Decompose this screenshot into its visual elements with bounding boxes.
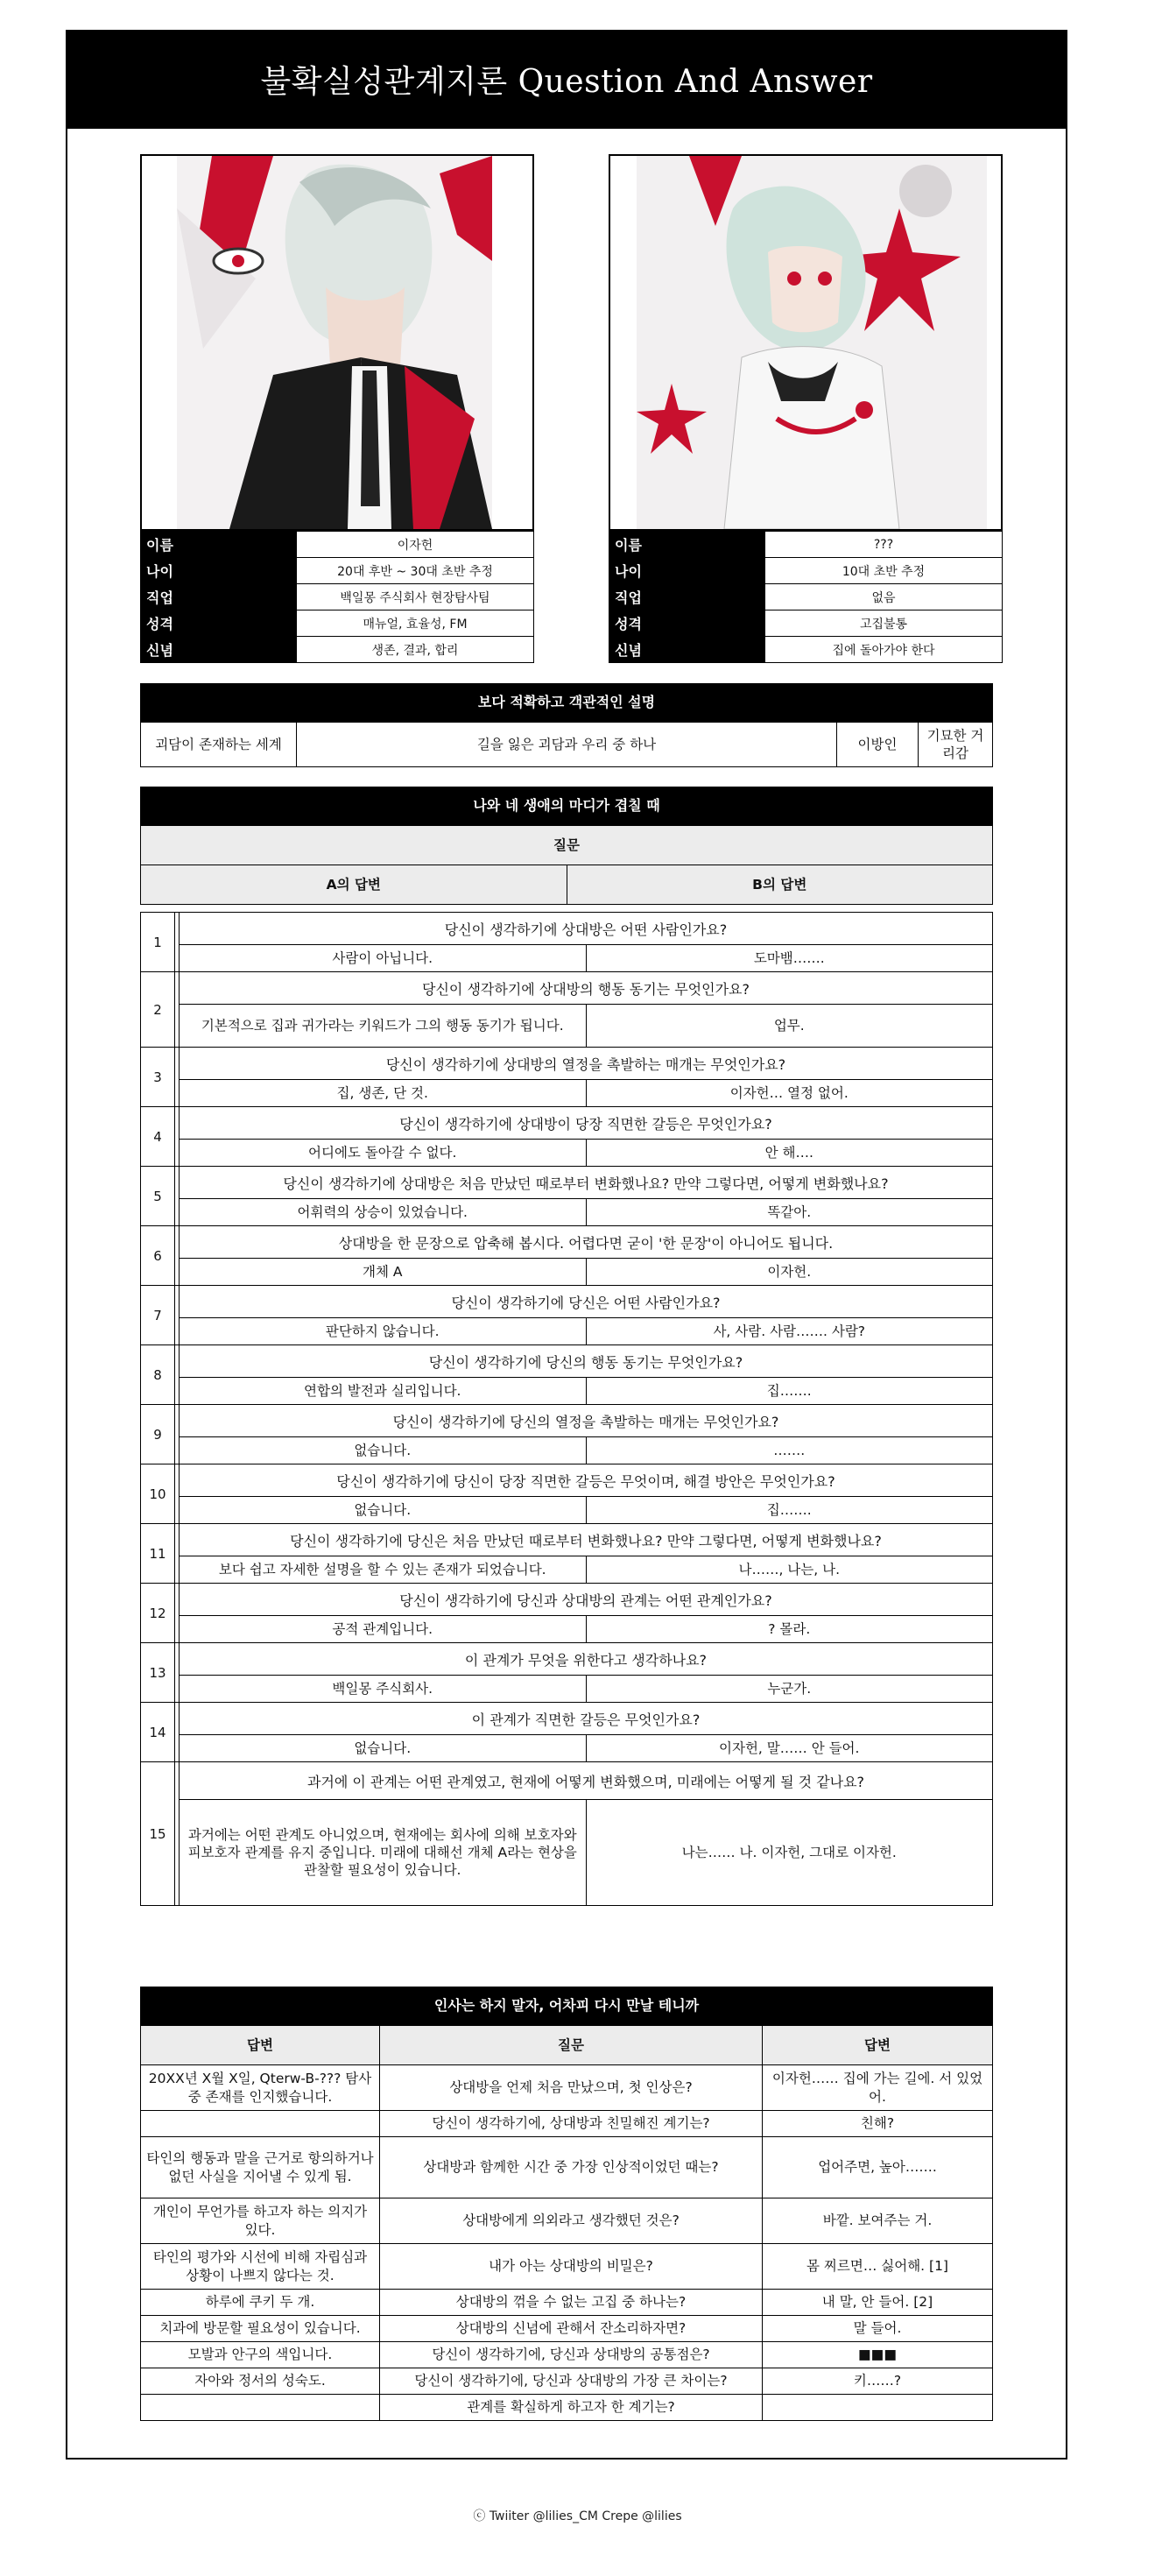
final-row bbox=[141, 2316, 993, 2342]
qa-answers bbox=[180, 1199, 992, 1225]
profile-value: 고집불통 bbox=[765, 610, 1003, 637]
profile-row bbox=[609, 558, 1003, 584]
qa-body bbox=[179, 1584, 992, 1642]
portrait-b bbox=[609, 154, 1003, 531]
qa-answers bbox=[180, 1378, 992, 1404]
qa-answer-b: 업무. bbox=[773, 1017, 805, 1034]
qa-answer-a: 어디에도 돌아갈 수 없다. bbox=[180, 1140, 587, 1166]
qa-answer-a: 기본적으로 집과 귀가라는 키워드가 그의 행동 동기가 됩니다. bbox=[180, 1005, 587, 1047]
final-answer-b: 친해? bbox=[763, 2111, 993, 2137]
profile-key: 성격 bbox=[141, 610, 297, 637]
qa-list bbox=[140, 912, 993, 1906]
qa-answer-a: 없습니다. bbox=[180, 1735, 587, 1761]
description-header: 보다 적확하고 객관적인 설명 bbox=[140, 683, 993, 722]
qa-answers bbox=[180, 1800, 992, 1905]
qa-question: 과거에 이 관계는 어떤 관계였고, 현재에 어떻게 변화했으며, 미래에는 어떻게 될 것 같나요? bbox=[180, 1762, 992, 1800]
qa-item bbox=[140, 1703, 993, 1762]
character-card-b bbox=[609, 154, 1003, 663]
qa-answer-a: 연합의 발전과 실리입니다. bbox=[180, 1378, 587, 1404]
final-answer-a: 모발과 안구의 색입니다. bbox=[141, 2342, 380, 2368]
profile-key: 나이 bbox=[141, 558, 297, 584]
qa-answer-a: 어휘력의 상승이 있었습니다. bbox=[180, 1199, 587, 1225]
final-question: 상대방의 신념에 관해서 잔소리하자면? bbox=[380, 2316, 763, 2342]
qa-question: 당신이 생각하기에 상대방은 어떤 사람인가요? bbox=[180, 913, 992, 945]
qa-item bbox=[140, 913, 993, 972]
relation-cell: 이방인 bbox=[837, 723, 919, 767]
qa-body bbox=[179, 972, 992, 1047]
profile-key: 이름 bbox=[141, 532, 297, 558]
final-answer-a: 자아와 정서의 성숙도. bbox=[141, 2368, 380, 2395]
qa-number: 10 bbox=[141, 1464, 175, 1523]
qa-item bbox=[140, 1584, 993, 1643]
qa-question: 당신이 생각하기에 상대방이 당장 직면한 갈등은 무엇인가요? bbox=[180, 1107, 992, 1140]
qa-answer-b: 나……, 나는, 나. bbox=[738, 1561, 841, 1577]
qa-answer-a: 과거에는 어떤 관계도 아니었으며, 현재에는 회사에 의해 보호자와 피보호자 관계를 유지 중입니다. 미래에 대해선 개체 A라는 현상을 관찰할 필요성이 있습니다. bbox=[180, 1800, 587, 1905]
portrait-a bbox=[140, 154, 534, 531]
qa-item bbox=[140, 1524, 993, 1584]
final-answer-a: 개인이 무언가를 하고자 하는 의지가 있다. bbox=[141, 2198, 380, 2244]
profile-row bbox=[141, 532, 534, 558]
profile-key: 직업 bbox=[141, 584, 297, 610]
qa-number: 9 bbox=[141, 1405, 175, 1464]
final-question: 상대방의 꺾을 수 없는 고집 중 하나는? bbox=[380, 2290, 763, 2316]
qa-question: 이 관계가 직면한 갈등은 무엇인가요? bbox=[180, 1703, 992, 1735]
final-answer-b: 이자헌…… 집에 가는 길에. 서 있었어. bbox=[763, 2065, 993, 2111]
qa-answer-b: 사, 사람. 사람……. 사람? bbox=[713, 1323, 866, 1339]
final-question: 내가 아는 상대방의 비밀은? bbox=[380, 2244, 763, 2290]
qa-question: 당신이 생각하기에 당신이 당장 직면한 갈등은 무엇이며, 해결 방안은 무엇인가요? bbox=[180, 1464, 992, 1497]
final-answer-b: 몸 찌르면… 싫어해. [1] bbox=[763, 2244, 993, 2290]
qa-answer-a: 없습니다. bbox=[180, 1497, 587, 1523]
qa-answer-b: 집……. bbox=[766, 1501, 812, 1518]
final-col-answer-b: 답변 bbox=[763, 2026, 993, 2065]
qa-body bbox=[179, 1703, 992, 1761]
qa-answer-b: ……. bbox=[773, 1442, 806, 1458]
final-row bbox=[141, 2137, 993, 2198]
qa-question: 당신이 생각하기에 상대방은 처음 만났던 때로부터 변화했나요? 만약 그렇다면, 어떻게 변화했나요? bbox=[180, 1167, 992, 1199]
qa-answer-a: 공적 관계입니다. bbox=[180, 1616, 587, 1642]
qa-item bbox=[140, 1345, 993, 1405]
profile-key: 성격 bbox=[609, 610, 765, 637]
final-question: 관계를 확실하게 하고자 한 계기는? bbox=[380, 2395, 763, 2421]
profile-key: 나이 bbox=[609, 558, 765, 584]
qa-item bbox=[140, 1643, 993, 1703]
qa-header-table bbox=[140, 825, 993, 905]
qa-body bbox=[179, 913, 992, 971]
final-question: 당신이 생각하기에, 당신과 상대방의 가장 큰 차이는? bbox=[380, 2368, 763, 2395]
qa-answers bbox=[180, 1556, 992, 1583]
qa-answers bbox=[180, 945, 992, 971]
profile-row bbox=[141, 610, 534, 637]
qa-item bbox=[140, 1762, 993, 1906]
profile-value: 없음 bbox=[765, 584, 1003, 610]
profile-row bbox=[609, 610, 1003, 637]
qa-number: 11 bbox=[141, 1524, 175, 1583]
qa-item bbox=[140, 1107, 993, 1167]
final-row bbox=[141, 2244, 993, 2290]
qa-item bbox=[140, 1405, 993, 1464]
qa-question: 당신이 생각하기에 상대방의 열정을 촉발하는 매개는 무엇인가요? bbox=[180, 1048, 992, 1080]
qa-body bbox=[179, 1167, 992, 1225]
qa-body bbox=[179, 1762, 992, 1905]
qa-number: 14 bbox=[141, 1703, 175, 1761]
qa-number: 7 bbox=[141, 1286, 175, 1344]
qa-body bbox=[179, 1107, 992, 1166]
portrait-b-illustration bbox=[637, 156, 987, 529]
final-row bbox=[141, 2065, 993, 2111]
qa-answer-b: 이자헌. bbox=[767, 1263, 812, 1280]
b-answer-label: B의 답변 bbox=[567, 865, 993, 905]
profile-value: 이자헌 bbox=[297, 532, 534, 558]
question-label: 질문 bbox=[141, 826, 993, 865]
qa-item bbox=[140, 972, 993, 1048]
final-header: 인사는 하지 말자, 어차피 다시 만날 테니까 bbox=[140, 1987, 993, 2025]
qa-answers bbox=[180, 1080, 992, 1106]
qa-number: 12 bbox=[141, 1584, 175, 1642]
qa-body bbox=[179, 1286, 992, 1344]
final-row bbox=[141, 2342, 993, 2368]
qa-answers bbox=[180, 1005, 992, 1047]
final-question: 상대방을 언제 처음 만났으며, 첫 인상은? bbox=[380, 2065, 763, 2111]
profile-key: 이름 bbox=[609, 532, 765, 558]
profile-table-b bbox=[609, 531, 1003, 663]
qa-answer-a: 판단하지 않습니다. bbox=[180, 1318, 587, 1344]
qa-body bbox=[179, 1345, 992, 1404]
qa-answers bbox=[180, 1318, 992, 1344]
summary-cell: 길을 잃은 괴담과 우리 중 하나 bbox=[297, 723, 837, 767]
qa-answers bbox=[180, 1497, 992, 1523]
profile-key: 신념 bbox=[141, 637, 297, 663]
qa-answers bbox=[180, 1437, 992, 1464]
qa-body bbox=[179, 1643, 992, 1702]
profile-row bbox=[141, 584, 534, 610]
profile-value: 집에 돌아가야 한다 bbox=[765, 637, 1003, 663]
profile-row bbox=[609, 532, 1003, 558]
description-table bbox=[140, 722, 993, 767]
qa-answer-b: 집……. bbox=[766, 1382, 812, 1399]
qa-number: 3 bbox=[141, 1048, 175, 1106]
qa-answer-b: 누군가. bbox=[767, 1680, 812, 1697]
qa-number: 13 bbox=[141, 1643, 175, 1702]
qa-answers bbox=[180, 1735, 992, 1761]
final-question: 상대방과 함께한 시간 중 가장 인상적이었던 때는? bbox=[380, 2137, 763, 2198]
qa-item bbox=[140, 1048, 993, 1107]
qa-question: 당신이 생각하기에 당신은 어떤 사람인가요? bbox=[180, 1286, 992, 1318]
character-card-a bbox=[140, 154, 534, 663]
final-answer-a: 하루에 쿠키 두 개. bbox=[141, 2290, 380, 2316]
final-answer-b: 키……? bbox=[763, 2368, 993, 2395]
profile-value: ??? bbox=[765, 532, 1003, 558]
final-row bbox=[141, 2290, 993, 2316]
qa-answers bbox=[180, 1259, 992, 1285]
qa-body bbox=[179, 1226, 992, 1285]
profile-value: 10대 초반 추정 bbox=[765, 558, 1003, 584]
final-answer-a: 치과에 방문할 필요성이 있습니다. bbox=[141, 2316, 380, 2342]
qa-number: 4 bbox=[141, 1107, 175, 1166]
final-answer-b: 바깥. 보여주는 거. bbox=[763, 2198, 993, 2244]
qa-answers bbox=[180, 1616, 992, 1642]
qa-question: 당신이 생각하기에 당신의 행동 동기는 무엇인가요? bbox=[180, 1345, 992, 1378]
qa-answers bbox=[180, 1140, 992, 1166]
description-section bbox=[140, 683, 993, 767]
qa-number: 5 bbox=[141, 1167, 175, 1225]
profile-value: 백일몽 주식회사 현장탐사팀 bbox=[297, 584, 534, 610]
qa-section bbox=[140, 787, 993, 1906]
qa-answer-a: 개체 A bbox=[180, 1259, 587, 1285]
qa-answers bbox=[180, 1676, 992, 1702]
final-answer-a bbox=[141, 2395, 380, 2421]
final-answer-b: ■■■ bbox=[763, 2342, 993, 2368]
qa-answer-b: 이자헌, 말…… 안 들어. bbox=[719, 1740, 860, 1756]
qa-answer-b: 나는…… 나. 이자헌, 그대로 이자헌. bbox=[681, 1844, 897, 1860]
final-answer-b bbox=[763, 2395, 993, 2421]
profile-row bbox=[141, 637, 534, 663]
distance-cell: 기묘한 거리감 bbox=[919, 723, 993, 767]
a-answer-label: A의 답변 bbox=[141, 865, 567, 905]
qa-item bbox=[140, 1286, 993, 1345]
qa-answer-b: 똑같아. bbox=[767, 1203, 812, 1220]
qa-number: 15 bbox=[141, 1762, 175, 1905]
world-cell: 괴담이 존재하는 세계 bbox=[141, 723, 297, 767]
portrait-a-illustration bbox=[177, 156, 492, 529]
final-section bbox=[140, 1987, 993, 2421]
qa-body bbox=[179, 1524, 992, 1583]
qa-item bbox=[140, 1167, 993, 1226]
qa-question: 이 관계가 무엇을 위한다고 생각하나요? bbox=[180, 1643, 992, 1676]
qa-body bbox=[179, 1464, 992, 1523]
final-question: 당신이 생각하기에, 상대방과 친밀해진 계기는? bbox=[380, 2111, 763, 2137]
qa-number: 2 bbox=[141, 972, 175, 1047]
profile-row bbox=[609, 637, 1003, 663]
qa-answer-a: 집, 생존, 단 것. bbox=[180, 1080, 587, 1106]
final-row bbox=[141, 2111, 993, 2137]
profile-value: 생존, 결과, 합리 bbox=[297, 637, 534, 663]
qa-answer-a: 없습니다. bbox=[180, 1437, 587, 1464]
final-answer-b: 업어주면, 높아……. bbox=[763, 2137, 993, 2198]
profile-row bbox=[141, 558, 534, 584]
qa-answer-b: 안 해…. bbox=[764, 1144, 813, 1161]
profile-key: 신념 bbox=[609, 637, 765, 663]
qa-number: 8 bbox=[141, 1345, 175, 1404]
profile-key: 직업 bbox=[609, 584, 765, 610]
final-row bbox=[141, 2395, 993, 2421]
final-answer-a: 타인의 행동과 말을 근거로 항의하거나 없던 사실을 지어낼 수 있게 됨. bbox=[141, 2137, 380, 2198]
final-answer-a bbox=[141, 2111, 380, 2137]
final-answer-a: 20XX년 X월 X일, Qterw-B-??? 탐사 중 존재를 인지했습니다. bbox=[141, 2065, 380, 2111]
profile-table-a bbox=[140, 531, 534, 663]
final-question: 당신이 생각하기에, 당신과 상대방의 공통점은? bbox=[380, 2342, 763, 2368]
qa-answer-b: 이자헌… 열정 없어. bbox=[729, 1084, 849, 1101]
qa-item bbox=[140, 1226, 993, 1286]
final-row bbox=[141, 2198, 993, 2244]
final-row bbox=[141, 2368, 993, 2395]
final-answer-a: 타인의 평가와 시선에 비해 자립심과 상황이 나쁘지 않다는 것. bbox=[141, 2244, 380, 2290]
final-question: 상대방에게 의외라고 생각했던 것은? bbox=[380, 2198, 763, 2244]
qa-header: 나와 네 생애의 마디가 겹칠 때 bbox=[140, 787, 993, 825]
qa-question: 당신이 생각하기에 당신의 열정을 촉발하는 매개는 무엇인가요? bbox=[180, 1405, 992, 1437]
qa-body bbox=[179, 1405, 992, 1464]
qa-question: 상대방을 한 문장으로 압축해 봅시다. 어렵다면 굳이 '한 문장'이 아니어도 됩니다. bbox=[180, 1226, 992, 1259]
qa-question: 당신이 생각하기에 상대방의 행동 동기는 무엇인가요? bbox=[180, 972, 992, 1005]
qa-answer-b: 도마뱀……. bbox=[753, 949, 825, 966]
profile-value: 매뉴얼, 효율성, FM bbox=[297, 610, 534, 637]
qa-question: 당신이 생각하기에 당신은 처음 만났던 때로부터 변화했나요? 만약 그렇다면, 어떻게 변화했나요? bbox=[180, 1524, 992, 1556]
profile-value: 20대 후반 ~ 30대 초반 추정 bbox=[297, 558, 534, 584]
qa-body bbox=[179, 1048, 992, 1106]
qa-item bbox=[140, 1464, 993, 1524]
qa-answer-a: 백일몽 주식회사. bbox=[180, 1676, 587, 1702]
profile-row bbox=[609, 584, 1003, 610]
page-title: 불확실성관계지론 Question And Answer bbox=[66, 30, 1067, 129]
footer-credit: ⓒ Twiiter @lilies_CM Crepe @lilies bbox=[473, 2509, 682, 2523]
qa-answer-a: 사람이 아닙니다. bbox=[180, 945, 587, 971]
final-col-answer-a: 답변 bbox=[141, 2026, 380, 2065]
qa-number: 6 bbox=[141, 1226, 175, 1285]
final-col-question: 질문 bbox=[380, 2026, 763, 2065]
qa-answer-b: ? 몰라. bbox=[768, 1620, 811, 1637]
final-answer-b: 말 들어. bbox=[763, 2316, 993, 2342]
qa-question: 당신이 생각하기에 당신과 상대방의 관계는 어떤 관계인가요? bbox=[180, 1584, 992, 1616]
final-table bbox=[140, 2025, 993, 2421]
qa-number: 1 bbox=[141, 913, 175, 971]
final-answer-b: 내 말, 안 들어. [2] bbox=[763, 2290, 993, 2316]
qa-answer-a: 보다 쉽고 자세한 설명을 할 수 있는 존재가 되었습니다. bbox=[180, 1556, 587, 1583]
